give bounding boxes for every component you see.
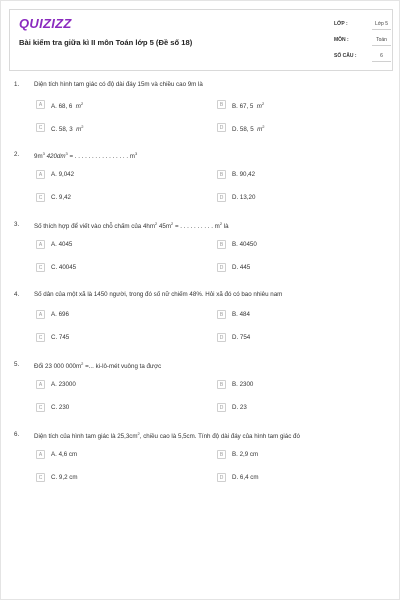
option-text: A. 696	[51, 311, 69, 318]
option-letter-box: C	[36, 333, 45, 342]
quizizz-logo: QUIZIZZ	[19, 16, 72, 31]
option-exponent: 2	[81, 124, 84, 129]
question-number: 6.	[14, 431, 20, 438]
option-letter-box: C	[36, 123, 45, 132]
option-exponent: 2	[262, 124, 265, 129]
option-letter-box: A	[36, 450, 45, 459]
option-text: A. 9,042	[51, 171, 75, 178]
option-text: B. 484	[232, 311, 250, 318]
option-text: B. 90,42	[232, 171, 256, 178]
question-text: Diện tích của hình tam giác là $25,3cm^2$, chiều cao là 5,5cm. Tính độ dài đáy của hình tam giác đó	[34, 431, 300, 441]
option-text: D. 13,20	[232, 194, 256, 201]
option-unit: m	[76, 126, 82, 134]
meta-subject	[334, 34, 390, 47]
option-letter-box: D	[217, 263, 226, 272]
option-text: D. 754	[232, 334, 251, 341]
option-unit: m	[75, 103, 81, 111]
option-letter-box: A	[36, 100, 45, 109]
option-letter-box: A	[36, 380, 45, 389]
meta-class-label: LỚP :	[334, 21, 348, 27]
option-exponent: 2	[80, 101, 84, 106]
option-unit: m	[257, 126, 263, 134]
question-text: Số thích hợp để viết vào chỗ chấm của $4hm^2$ $45m^2$ = . . . . . . . . . . $m^2$ là	[34, 221, 229, 231]
option-letter-box: C	[36, 193, 45, 202]
question-number: 5.	[14, 361, 20, 368]
option-text: C. 40045	[51, 264, 77, 271]
option-text: D. 58, 5	[232, 126, 254, 134]
option-text: C. 58, 3	[51, 126, 73, 134]
option-letter-box: C	[36, 403, 45, 412]
option-letter-box: D	[217, 123, 226, 132]
question-number: 2.	[14, 151, 20, 158]
option-letter-box: D	[217, 193, 226, 202]
option-exponent: 2	[261, 101, 265, 106]
option-text: B. 2300	[232, 381, 254, 388]
option-text: D. 445	[232, 264, 251, 271]
question-number: 3.	[14, 221, 20, 228]
option-text: A. 68, 6	[51, 103, 73, 111]
option-letter-box: A	[36, 310, 45, 319]
meta-class-value: Lớp 5	[372, 18, 391, 30]
meta-count-value: 6	[372, 50, 391, 62]
option-letter-box: D	[217, 333, 226, 342]
question-text: Đổi 23 000 $000m^2$ =... ki-lô-mét vuông ta được	[34, 361, 162, 371]
question-number: 4.	[14, 291, 20, 298]
meta-subject-value: Toán	[372, 34, 391, 46]
option-text: C. 9,42	[51, 194, 71, 201]
worksheet-title: Bài kiểm tra giữa kì II môn Toán lớp 5 (Đề số 18)	[19, 38, 193, 47]
meta-class	[334, 18, 390, 31]
option-letter-box: B	[217, 380, 226, 389]
option-letter-box: D	[217, 473, 226, 482]
option-letter-box: D	[217, 403, 226, 412]
option-text: A. 4045	[51, 241, 73, 248]
option-letter-box: C	[36, 263, 45, 272]
option-letter-box: B	[217, 170, 226, 179]
option-text: A. 4,6 cm	[51, 451, 78, 458]
option-text: B. 67, 5	[232, 103, 254, 111]
option-letter-box: B	[217, 450, 226, 459]
option-text: A. 23000	[51, 381, 76, 388]
meta-count-label: SỐ CÂU :	[334, 53, 357, 59]
question-text: Diện tích hình tam giác có độ dài đáy 15m và chiều cao 9m là	[34, 81, 203, 88]
question-text: Số dân của một xã là 1450 người, trong đó số nữ chiếm 48%. Hỏi xã đó có bao nhiêu nam	[34, 291, 283, 298]
option-letter-box: B	[217, 310, 226, 319]
option-letter-box: A	[36, 170, 45, 179]
option-text: C. 230	[51, 404, 70, 411]
question-number: 1.	[14, 81, 20, 88]
option-letter-box: C	[36, 473, 45, 482]
question-text: $9m^3$ $420dm^3$ = . . . . . . . . . . . . . . . . $m^3$	[34, 151, 138, 161]
meta-subject-label: MÔN :	[334, 37, 349, 43]
option-letter-box: B	[217, 240, 226, 249]
worksheet-header	[9, 9, 393, 71]
option-text: B. 2,9 cm	[232, 451, 259, 458]
option-letter-box: A	[36, 240, 45, 249]
option-text: D. 6,4 cm	[232, 474, 259, 481]
meta-count	[334, 50, 390, 63]
option-text: D. 23	[232, 404, 247, 411]
option-unit: m	[256, 103, 262, 111]
option-text: C. 9,2 cm	[51, 474, 78, 481]
option-text: B. 40450	[232, 241, 257, 248]
option-text: C. 745	[51, 334, 70, 341]
option-letter-box: B	[217, 100, 226, 109]
